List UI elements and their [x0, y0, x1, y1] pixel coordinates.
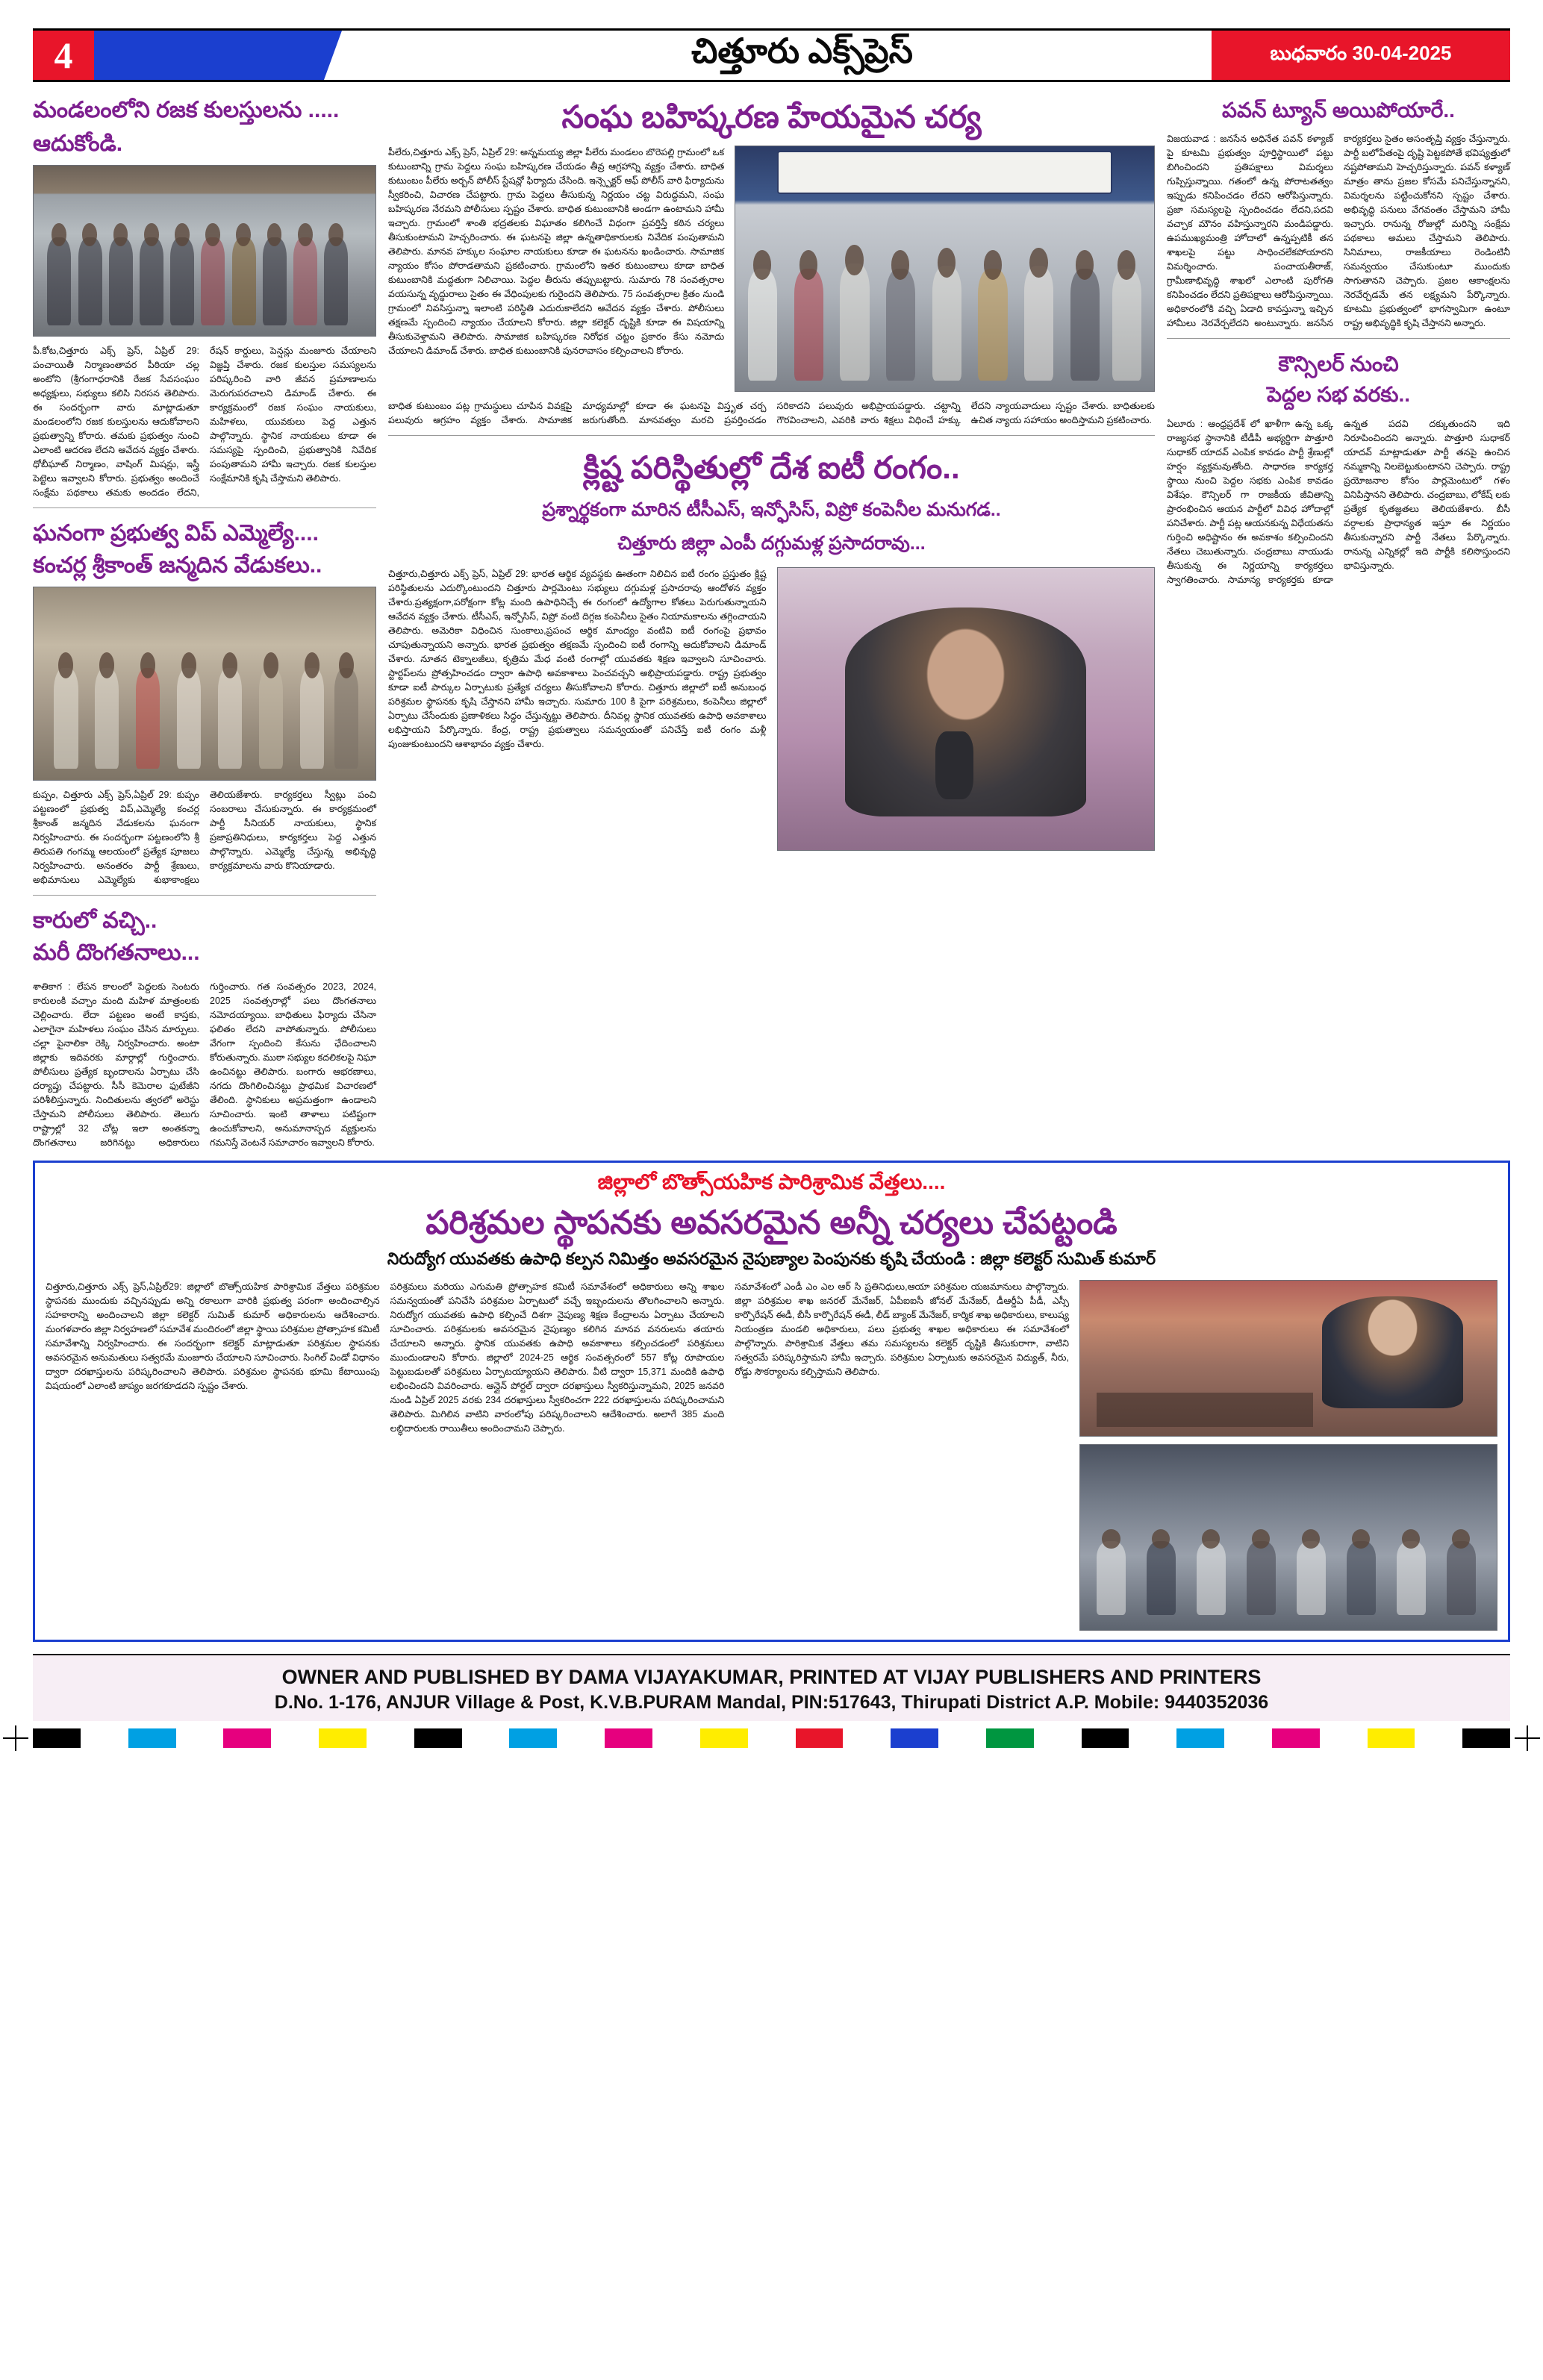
- right-article-2: ఏలూరు : ఆంధ్రప్రదేశ్ లో ఖాళీగా ఉన్న ఒక్క రాజ్యసభ స్థానానికి టీడీపీ అభ్యర్థిగా పొత్తూరి సుధాకర్ యాదవ్ ఎంపిక కావడం పార్టీ శ్రేణుల్లో హర్షం వ్యక్తమవుతోంది. సాధారణ కార్యకర్త స్థాయి నుంచి పెద్దల సభకు ఎంపిక కావడం విశేషం. కౌన్సిలర్ గా రాజకీయ జీవితాన్ని ప్రారంభించిన ఆయన పార్టీలో వివిధ హోదాల్లో పనిచేశారు. పార్టీ పట్ల ఆయనకున్న విధేయతను గుర్తించి అధిష్టానం ఈ అవకాశం కల్పించిందని నేతలు చెబుతున్నారు. చంద్రబాబు నాయుడు తీసుకున్న ఈ నిర్ణయాన్ని కార్యకర్తలు స్వాగతించారు. సామాన్య కార్యకర్తకు కూడా ఉన్నత పదవి దక్కుతుందని ఇది నిరూపించిందని అన్నారు. పొత్తూరి సుధాకర్ యాదవ్ మాట్లాడుతూ పార్టీ తనపై ఉంచిన నమ్మకాన్ని నిలబెట్టుకుంటానని చెప్పారు. రాష్ట్ర ప్రయోజనాల కోసం పార్లమెంటులో గళం వినిపిస్తానని తెలిపారు. చంద్రబాబు, లోకేష్ లకు ప్రత్యేక కృతజ్ఞతలు తెలియజేశారు. బీసీ వర్గాలకు ప్రాధాన్యత ఇస్తూ ఈ నిర్ణయం తీసుకున్నారని పార్టీ నేతలు పేర్కొన్నారు. రానున్న ఎన్నికల్లో ఇది పార్టీకి కలిసొస్తుందని భావిస్తున్నారు.: [1167, 418, 1510, 585]
- center-headline-2-sub2: చిత్తూరు జిల్లా ఎంపీ దగ్గుమళ్ల ప్రసాదరావు...: [617, 533, 926, 555]
- footer-line-2: D.No. 1-176, ANJUR Village & Post, K.V.B.PURAM Mandal, PIN:517643, Thirupati District A.P. Mobile: 9440352036: [274, 1692, 1269, 1713]
- left-article-1: పీ.కోట,చిత్తూరు ఎక్స్ ప్రెస్, ఏప్రిల్ 29: పంచాయితీ నిర్మాణంతావర పీఠియా చల్ల అంటోని (శ్రీగంగాధరానికి రేజక సేవసంఘం అధ్యక్షులు, సభ్యులు కలిసి నిరసన తెలిపారు. ఈ సందర్భంగా వారు మాట్లాడుతూ మండలంలోని రజక కులస్తులను ఆదుకోవాలని ప్రభుత్వాన్ని కోరారు. తమకు ప్రభుత్వం నుంచి ఎలాంటి ఆదరణ లేదని ఆవేదన వ్యక్తం చేశారు. ధోబీఘాట్ నిర్మాణం, వాషింగ్ మిషన్లు, ఇస్త్రీ పెట్టెలు ఇవ్వాలని కోరారు. ప్రభుత్వం అందించే సంక్షేమ పథకాలు తమకు అందడం లేదని, రేషన్ కార్డులు, పెన్షన్లు మంజూరు చేయాలని విజ్ఞప్తి చేశారు. రజక కులస్తుల సమస్యలను పరిష్కరించి వారి జీవన ప్రమాణాలను మెరుగుపరచాలని డిమాండ్ చేశారు. ఈ కార్యక్రమంలో రజక సంఘం నాయకులు, మహిళలు, యువకులు పెద్ద ఎత్తున పాల్గొన్నారు. స్థానిక నాయకులు కూడా ఈ సమస్యపై స్పందించి, ప్రభుత్వానికి నివేదిక పంపుతామని హామీ ఇచ్చారు. రజక కులస్తుల సంక్షేమానికి కృషి చేస్తామని తెలిపారు.: [33, 346, 376, 498]
- right-column: [1167, 93, 1510, 1150]
- newspaper-title: చిత్తూరు ఎక్స్‌ప్రెస్: [691, 31, 913, 70]
- divider-2: [33, 895, 376, 896]
- left-headline-1-line2: ఆదుకోండి.: [33, 131, 123, 156]
- center-article-2-left: చిత్తూరు,చిత్తూరు ఎక్స్ ప్రెస్, ఏప్రిల్ 29: భారత ఆర్థిక వ్యవస్థకు ఊతంగా నిలిచిన ఐటీ రంగం ప్రస్తుతం క్లిష్ట పరిస్థితులను ఎదుర్కొంటుందని చిత్తూరు పార్లమెంటు సభ్యులు దగ్గుమళ్ల ప్రసాదరావు ఆందోళన వ్యక్తం చేశారు.ప్రత్యక్షంగా,పరోక్షంగా కోట్ల మంది ఉపాధినిచ్చే ఈ రంగంలో ఉద్యోగాల కోతలు పెరుగుతున్నాయని ఆవేదన వ్యక్తం చేశారు. టీసీఎస్, ఇన్ఫోసిస్, విప్రో వంటి దిగ్గజ కంపెనీలు సైతం నియామకాలను తగ్గించాయని తెలిపారు. అమెరికా విధించిన సుంకాలు,ప్రపంచ ఆర్థిక మాంద్యం వంటివి ఐటీ రంగంపై ప్రభావం చూపుతున్నాయని అన్నారు. భారత ప్రభుత్వం తక్షణమే స్పందించి ఐటీ రంగాన్ని ఆదుకోవాలని డిమాండ్ చేశారు. నూతన టెక్నాలజీలు, కృత్రిమ మేధ వంటి రంగాల్లో యువతకు శిక్షణ ఇవ్వాలని సూచించారు. స్టార్టప్‌లను ప్రోత్సహించడం ద్వారా ఉపాధి అవకాశాలు పెంచవచ్చని అభిప్రాయపడ్డారు. రాష్ట్ర ప్రభుత్వం కూడా ఐటీ పార్కుల ఏర్పాటుకు ప్రత్యేక చర్యలు తీసుకోవాలని కోరారు. చిత్తూరు జిల్లాలో ఐటీ అనుబంధ పరిశ్రమల స్థాపనకు కృషి చేస్తానని హామీ ఇచ్చారు. సుమారు 100 కి పైగా పరిశ్రమలు, కంపెనీలు జిల్లాలో ఏర్పాటు చేసేందుకు ప్రణాళికలు సిద్ధం చేస్తున్నట్టు తెలిపారు. దీనివల్ల స్థానిక యువతకు ఉపాధి అవకాశాలు లభిస్తాయని పేర్కొన్నారు. కేంద్ర, రాష్ట్ర ప్రభుత్వాలు సమన్వయంతో పనిచేస్తే ఐటీ రంగం మళ్లీ పుంజుకుంటుందని ఆశాభావం వ్యక్తం చేశారు.: [388, 569, 767, 750]
- masthead: [33, 28, 1510, 82]
- bottom-banner: [33, 1161, 1510, 1642]
- center-headline-2-sub: ప్రశ్నార్థకంగా మారిన టీసీఎస్, ఇన్ఫోసిస్, విప్రో కంపెనీల మనుగడ..: [542, 499, 1001, 521]
- divider-1: [33, 507, 376, 508]
- banner-kicker: జిల్లాలో బొత్సా్యహిక పారిశ్రామిక వేత్తలు....: [597, 1170, 946, 1193]
- masthead-blue-bar: [94, 31, 393, 80]
- right-headline-1: పవన్ ట్యూన్ అయిపోయారే..: [1222, 99, 1455, 122]
- left-headline-3-line1: కారులో వచ్చి..: [33, 908, 158, 933]
- banner-subhead: నిరుద్యోగ యువతకు ఉపాధి కల్పన నిమిత్తం అవసరమైన నైపుణ్యాల పెంపునకు కృషి చేయండి : జిల్లా కలెక్టర్ సుమిత్ కుమార్: [387, 1249, 1156, 1268]
- left-article-3: శాతికాగ : లేపన కాలంలో పెద్దలకు సెంటరు కారులంకి వచ్చాం మంది మహిళ మాత్రంలకు చెల్లించారు. లేదా పట్టణం అంటే కాస్తకు, ఎలాగైనా మహిళలు సంఘం చేసిన మార్పులు. చల్లా పైనాలికా రెక్కి నిర్వహించారు. అంటా జిల్లాకు ఇదివరకు మార్గాల్లో గుర్తించారు. పోలీసులు ప్రత్యేక బృందాలను ఏర్పాటు చేసి దర్యాప్తు చేపట్టారు. సీసీ కెమెరాల ఫుటేజీని పరిశీలిస్తున్నారు. నిందితులను త్వరలో అరెస్టు చేస్తామని పోలీసులు తెలిపారు. తెలుగు రాష్ట్రాల్లో 32 చోట్ల ఇలా అంతకన్నా దొంగతనాలు జరిగినట్టు అధికారులు గుర్తించారు. గత సంవత్సరం 2023, 2024, 2025 సంవత్సరాల్లో పలు దొంగతనాలు నమోదయ్యాయి. బాధితులు ఫిర్యాదు చేసినా ఫలితం లేదని వాపోతున్నారు. పోలీసులు వేగంగా స్పందించి కేసును ఛేదించాలని కోరుతున్నారు. ముఠా సభ్యుల కదలికలపై నిఘా ఉంచినట్టు తెలిపారు. బంగారు ఆభరణాలు, నగదు దొంగిలించినట్టు ప్రాథమిక విచారణలో తేలింది. స్థానికులు అప్రమత్తంగా ఉండాలని సూచించారు. ఇంటి తాళాలు పటిష్టంగా ఉంచుకోవాలని, అనుమానాస్పద వ్యక్తులను గమనిస్తే వెంటనే సమాచారం ఇవ్వాలని కోరారు.: [33, 981, 376, 1148]
- center-column: [388, 93, 1155, 1150]
- left-headline-1-line1: మండలంలోని రజక కులస్తులను .....: [33, 98, 340, 122]
- footer-line-1: OWNER AND PUBLISHED BY DAMA VIJAYAKUMAR, PRINTED AT VIJAY PUBLISHERS AND PRINTERS: [281, 1666, 1262, 1688]
- banner-col-3: సమావేశంలో ఎండీ ఎం ఎల ఆర్ సి ప్రతినిధులు,ఆయా పరిశ్రమల యజమానులు పాల్గొన్నారు. జిల్లా పరిశ్రమల శాఖ జనరల్ మేనేజర్, ఏపీఐఐసీ జోనల్ మేనేజర్, డీఆర్డీఏ పీడీ, ఎస్సీ కార్పొరేషన్ ఈడీ, బీసీ కార్పొరేషన్ ఈడీ, లీడ్ బ్యాంక్ మేనేజర్, కార్మిక శాఖ అధికారులు, కాలుష్య నియంత్రణ మండలి అధికారులు, పలు ప్రభుత్వ శాఖల అధికారులు ఈ సమావేశంలో పాల్గొన్నారు. పారిశ్రామిక వేత్తలు తమ సమస్యలను కలెక్టర్ దృష్టికి తీసుకురాగా, వాటిని సత్వరమే పరిష్కరిస్తామని హామీ ఇచ్చారు. పరిశ్రమల ఏర్పాటుకు అవసరమైన విద్యుత్, నీరు, రోడ్డు సౌకర్యాలను కల్పిస్తామని తెలిపారు.: [735, 1281, 1069, 1377]
- masthead-date: బుధవారం 30-04-2025: [1212, 31, 1510, 80]
- banner-col-2: పరిశ్రమలు మరియు ఎగుమతి ప్రోత్సాహక కమిటీ సమావేశంలో అధికారులు అన్ని శాఖల సమన్వయంతో పనిచేసి పరిశ్రమల ఏర్పాటులో వచ్చే ఇబ్బందులను తొలగించాలని అన్నారు. నిరుద్యోగ యువతకు ఉపాధి కల్పించే దిశగా నైపుణ్య శిక్షణ కేంద్రాలను ఏర్పాటు చేయాలని సూచించారు. పరిశ్రమలకు అవసరమైన నైపుణ్యం కలిగిన మానవ వనరులను తయారు చేయాలని అన్నారు. స్థానిక యువతకు ఉపాధి అవకాశాలు కల్పించడంలో పరిశ్రమలు ముందుండాలని కోరారు. జిల్లాలో 2024-25 ఆర్థిక సంవత్సరంలో 557 కోట్ల రూపాయల పెట్టుబడులతో పరిశ్రమలు ఏర్పాటయ్యాయని తెలిపారు. వీటి ద్వారా 15,371 మందికి ఉపాధి లభించిందని వివరించారు. ఆన్లైన్ పోర్టల్ ద్వారా దరఖాస్తులు స్వీకరిస్తున్నామని, 2025 జనవరి నుండి ఏప్రిల్ 2025 వరకు 234 దరఖాస్తులు స్వీకరించగా 222 దరఖాస్తులను పరిష్కరించామని తెలిపారు. మిగిలిన వాటిని వారంలోపు పరిష్కరించాలని ఆదేశించారు. అలాగే 385 మంది లబ్ధిదారులకు రాయితీలు అందించామని చెప్పారు.: [390, 1281, 725, 1434]
- right-article-1: విజయవాడ : జనసేన అధినేత పవన్ కళ్యాణ్ పై కూటమి ప్రభుత్వం పూర్తిస్థాయిలో పట్టు బిగించిందని ప్రతిపక్షాలు విమర్శలు గుప్పిస్తున్నాయి. గతంలో ఉన్న పోరాటతత్వం ఇప్పుడు కనిపించడం లేదని ఆరోపిస్తున్నారు. ప్రజా సమస్యలపై స్పందించడం లేదని,పదవి వచ్చాక మౌనం వహిస్తున్నారని మండిపడ్డారు. ఉపముఖ్యమంత్రి హోదాలో ఉన్నప్పటికీ తన శాఖలపై పట్టు సాధించలేకపోయారని విమర్శించారు. పంచాయతీరాజ్, గ్రామీణాభివృద్ధి శాఖలో ఎలాంటి పురోగతి కనిపించడం లేదని ప్రతిపక్షాలు ఆరోపిస్తున్నాయి. అధికారంలోకి వచ్చి ఏడాది కావస్తున్నా ఇచ్చిన హామీలు నెరవేర్చలేదని అంటున్నారు. జనసేన కార్యకర్తలు సైతం అసంతృప్తి వ్యక్తం చేస్తున్నారు. పార్టీ బలోపేతంపై దృష్టి పెట్టకపోతే భవిష్యత్తులో నష్టపోతామని హెచ్చరిస్తున్నారు. పవన్ కళ్యాణ్ మాత్రం తాను ప్రజల కోసమే పనిచేస్తున్నానని, విమర్శలను పట్టించుకోనని స్పష్టం చేశారు. అభివృద్ధి పనులు వేగవంతం చేస్తామని హామీ ఇచ్చారు. రానున్న రోజుల్లో మరిన్ని సంక్షేమ పథకాలు అమలు చేస్తామని తెలిపారు. సినిమాలు, రాజకీయాలు రెండింటినీ సమన్వయం చేసుకుంటూ ముందుకు సాగుతానని చెప్పారు. ప్రజల ఆకాంక్షలను నెరవేర్చడమే తన లక్ష్యమని పేర్కొన్నారు. కూటమి ప్రభుత్వంలో భాగస్వామిగా ఉంటూ రాష్ట్ర అభివృద్ధికి కృషి చేస్తానని అన్నారు.: [1167, 134, 1510, 329]
- page-footer: [33, 1654, 1510, 1721]
- photo-figures-2: [34, 587, 375, 780]
- photo-rajaka-community: [33, 165, 376, 337]
- divider-4: [1167, 338, 1510, 339]
- registration-mark-left: [3, 1725, 28, 1751]
- right-headline-2-line2: పెద్దల సభ వరకు..: [1266, 383, 1411, 407]
- left-article-2: కుప్పం, చిత్తూరు ఎక్స్ ప్రెస్,ఏప్రిల్ 29: కుప్పం పట్టణంలో ప్రభుత్వ విప్,ఎమ్మెల్యే కంచర్ల శ్రీకాంత్ జన్మదిన వేడుకలను ఘనంగా నిర్వహించారు. ఈ సందర్భంగా పట్టణంలోని శ్రీ తిరుపతి గంగమ్మ ఆలయంలో ప్రత్యేక పూజలు నిర్వహించారు. అనంతరం పార్టీ శ్రేణులు, అభిమానులు ఎమ్మెల్యేకు శుభాకాంక్షలు తెలియజేశారు. కార్యకర్తలు స్వీట్లు పంచి సంబరాలు చేసుకున్నారు. ఈ కార్యక్రమంలో పార్టీ సీనియర్ నాయకులు, స్థానిక ప్రజాప్రతినిధులు, కార్యకర్తలు పెద్ద ఎత్తున పాల్గొన్నారు. ఎమ్మెల్యే చేస్తున్న అభివృద్ధి కార్యక్రమాలను వారు కొనియాడారు.: [33, 790, 376, 885]
- page-number: 4: [33, 31, 94, 80]
- banner-body: [46, 1280, 1497, 1631]
- center-main-headline: సంఘ బహిష్కరణ హేయమైన చర్య: [561, 99, 982, 134]
- main-content-grid: [33, 93, 1510, 1150]
- photo-district-meeting: [1079, 1444, 1497, 1631]
- registration-mark-right: [1515, 1725, 1540, 1751]
- banner-photo-stack: [1079, 1280, 1497, 1631]
- photo-collector-sumit-kumar: [1079, 1280, 1497, 1437]
- left-headline-3-line2: మరీ దొంగతనాలు...: [33, 940, 200, 965]
- photo-police-station: [735, 146, 1155, 392]
- center-headline-2: క్లిష్ట పరిస్థితుల్లో దేశ ఐటీ రంగం..: [583, 449, 960, 485]
- photo-figures-3: [735, 146, 1154, 391]
- divider-3: [388, 435, 1155, 436]
- photo-birthday-celebration: [33, 587, 376, 781]
- banner-headline: పరిశ్రమల స్థాపనకు అవసరమైన అన్నీ చర్యలు చేపట్టండి: [426, 1205, 1117, 1241]
- right-headline-2-line1: కౌన్సిలర్ నుంచి: [1278, 352, 1399, 376]
- color-registration-bars: [33, 1728, 1510, 1748]
- photo-figures-4: [1080, 1445, 1497, 1630]
- banner-col-1: చిత్తూరు,చిత్తూరు ఎక్స్ ప్రెస్,ఏప్రిల్29: జిల్లాలో బొత్సా్యహిక పారిశ్రామిక వేత్తలు పరిశ్రమల స్థాపనకు ముందుకు వచ్చినప్పుడు అన్ని రకాలుగా వారికి ప్రభుత్వ పరంగా అందించాల్సిన సహకారాన్ని అందించాలని జిల్లా కలెక్టర్ సుమిత్ కుమార్ అధికారులను ఆదేశించారు. మంగళవారం జిల్లా నిర్వహణలో సమావేశ మందిరంలో జిల్లా స్థాయి పరిశ్రమల ప్రోత్సాహక కమిటీ సమావేశాన్ని నిర్వహించారు. ఈ సందర్భంగా కలెక్టర్ మాట్లాడుతూ పరిశ్రమల స్థాపనకు అవసరమైన అనుమతులు సత్వరమే మంజూరు చేయాలని సూచించారు. సింగిల్ విండో విధానం ద్వారా దరఖాస్తులను పరిష్కరించాలని తెలిపారు. పరిశ్రమల స్థాపనకు భూమి కేటాయింపు విషయంలో ఎలాంటి జాప్యం జరగకూడదని స్పష్టం చేశారు.: [46, 1281, 380, 1391]
- photo-figures: [34, 166, 375, 336]
- center-article-main-2: బాధిత కుటుంబం పట్ల గ్రామస్థులు చూపిన వివక్షపై పలువురు ఆగ్రహం వ్యక్తం చేశారు. సామాజిక మాధ్యమాల్లో కూడా ఈ ఘటనపై విస్తృత చర్చ జరుగుతోంది. మానవత్వం మరచి ప్రవర్తించడం సరికాదని పలువురు అభిప్రాయపడ్డారు. చట్టాన్ని గౌరవించాలని, ఎవరికి వారు శిక్షలు విధించే హక్కు లేదని న్యాయవాదులు స్పష్టం చేశారు. బాధితులకు ఉచిత న్యాయ సహాయం అందిస్తామని ప్రకటించారు.: [388, 400, 1155, 425]
- left-headline-2-line1: ఘనంగా ప్రభుత్వ విప్ ఎమ్మెల్యే....: [33, 521, 319, 546]
- center-article-main: పీలేరు,చిత్తూరు ఎక్స్ ప్రెస్, ఏప్రిల్ 29: అన్నమయ్య జిల్లా పీలేరు మండలం బొరెపల్లి గ్రామంలో ఒక కుటుంబాన్ని గ్రామ పెద్దలు సంఘ బహిష్కరణ చేయడం తీవ్ర ఆగ్రహాన్ని వ్యక్తం చేశారు. బాధిత కుటుంబం పీలేరు అర్బన్ పోలీస్ స్టేషన్లో ఫిర్యాదు చేసింది. ఇన్స్పెక్టర్ ఆఫ్ పోలీస్ వారి ఫిర్యాదును స్వీకరించి, విచారణ చేపట్టారు. గ్రామ పెద్దలు తీసుకున్న నిర్ణయం చట్ట విరుద్ధమని, సంఘ బహిష్కరణ నేరమని పోలీసులు స్పష్టం చేశారు. బాధిత కుటుంబానికి అండగా ఉంటామని హామీ ఇచ్చారు. గ్రామంలో శాంతి భద్రతలకు విఘాతం కలిగించే విధంగా ప్రవర్తిస్తే కఠిన చర్యలు తీసుకుంటామని హెచ్చరించారు. ఈ ఘటనపై జిల్లా ఉన్నతాధికారులకు నివేదిక పంపుతామని తెలిపారు. మానవ హక్కుల సంఘాల నాయకులు కూడా ఈ ఘటనను ఖండించారు. సామాజిక న్యాయం కోసం పోరాడతామని ప్రకటించారు. గ్రామంలోని ఇతర కుటుంబాలు కూడా బాధిత కుటుంబానికి మద్దతుగా నిలిచాయి. పెద్దల తీరును తప్పుబట్టారు. సుమారు 78 సంవత్సరాల వయసున్న వృద్ధురాలు సైతం ఈ వేధింపులకు గురైందని తెలిపారు. 75 సంవత్సరాల క్రితం నుండి గ్రామంలో నివసిస్తున్నా ఇలాంటి పరిస్థితి ఎదురుకాలేదని ఆవేదన వ్యక్తం చేశారు. పోలీసులు తక్షణమే స్పందించి న్యాయం చేయాలని కోరారు. జిల్లా కలెక్టర్ దృష్టికి కూడా ఈ విషయాన్ని తీసుకువెళ్తామని తెలిపారు. సామాజిక బహిష్కరణ నిరోధక చట్టం ప్రకారం కేసు నమోదు చేయాలని డిమాండ్ చేశారు. బాధిత కుటుంబానికి పునరావాసం కల్పించాలని కోరారు.: [388, 146, 725, 356]
- left-headline-2-line2: కంచర్ల శ్రీకాంత్ జన్మదిన వేడుకలు..: [33, 552, 322, 578]
- photo-mp-prasadarao: [777, 567, 1156, 851]
- left-column: [33, 93, 376, 1150]
